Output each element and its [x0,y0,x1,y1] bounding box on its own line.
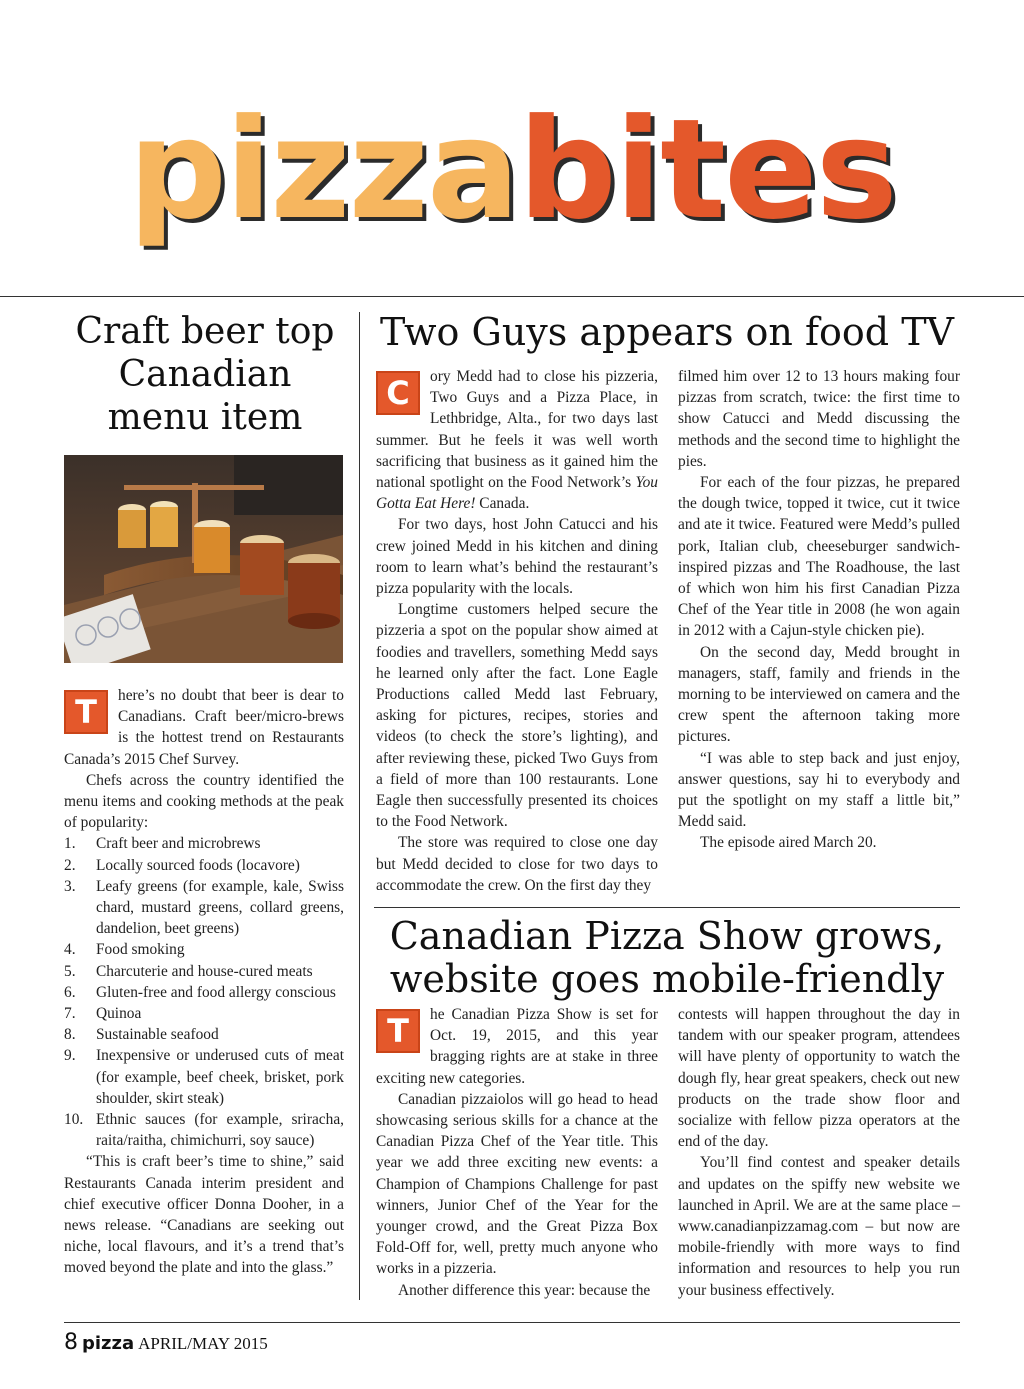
article2-dropcap: C [376,371,420,415]
article3-headline [374,915,960,1001]
trend-list [64,833,344,1151]
list-item [64,939,344,960]
article1-p2: Chefs across the country identified the menu items and cooking methods at the peak of popularity: [64,771,344,832]
article3-p3: Another difference this year: because the [398,1281,651,1299]
article3-headline-line1: Canadian Pizza Show grows, [389,914,945,958]
list-text: Craft beer and microbrews [96,835,261,853]
list-text: Inexpensive or underused cuts of meat (for example, beef cheek, brisket, pork shoulder, skirt steak) [96,1047,344,1107]
list-number: 2. [64,856,76,874]
article1-p3: “This is craft beer’s time to shine,” said Restaurants Canada interim president and chief executive officer Donna Dooher, in a news release. “Canadians are seeking out niche, local flavours, and it’s a trend that’s moved beyond the plate and into the glass.” [64,1153,344,1277]
article2-p1-end: Canada. [475,495,530,513]
article1-body [64,685,344,1279]
masthead-pizza: pizza [128,89,519,250]
article2-body-col2 [678,366,960,854]
list-text: Sustainable seafood [96,1026,219,1044]
article2-body-col1 [376,366,658,896]
list-text: Food smoking [96,941,185,959]
article3-dropcap: T [376,1009,420,1053]
article2-p5: For each of the four pizzas, he prepared the dough twice, topped it twice, cut it twice and ate it twice. Featured were Medd’s pulled pork, Italian club, cheeseburger sandwich-inspired pizzas and The Roadhouse, the last of which won him his first Canadian Pizza Chef of the Year title in 2008 (he won again in 2012 with a Cajun-style chicken pie). [678,474,960,640]
list-item [64,1045,344,1109]
article2-headline: Two Guys appears on food TV [380,310,954,354]
list-number: 7. [64,1005,76,1023]
article1-dropcap: T [64,690,108,734]
list-text: Locally sourced foods (locavore) [96,856,300,874]
article2-p1 [376,366,658,514]
beer-flight-photo [64,455,343,663]
article2-p6: On the second day, Medd brought in managers, staff, family and friends in the morning to be interviewed on camera and the crew spent the afternoon taking more pictures. [678,643,960,746]
article1-headline: Craft beer top Canadian menu item [75,311,335,438]
list-text: Ethnic sauces (for example, sriracha, raita/raitha, chimichurri, soy sauce) [96,1111,344,1150]
list-text: Gluten-free and food allergy conscious [96,983,336,1001]
article1-p1: here’s no doubt that beer is dear to Canadians. Craft beer/micro-brews is the hottest trend on Restaurants Canada’s 2015 Chef Survey. [64,687,344,768]
masthead-bites: bites [518,89,896,250]
article3-p1 [376,1004,658,1089]
article2-p1-text: ory Medd had to close his pizzeria, Two Guys and a Pizza Place, in Lethbridge, Alta., for two days last summer. But he feels it was well worth sacrificing that business as it gained him the national spotlight on the Food Network’s [376,368,658,492]
list-item [64,1003,344,1024]
beer-flight-illustration [64,455,343,663]
masthead-logo [0,89,1024,250]
list-number: 10. [64,1111,84,1129]
list-number: 4. [64,941,76,959]
list-number: 5. [64,962,76,980]
list-text: Charcuterie and house-cured meats [96,962,313,980]
paragraph-continued: contests will happen throughout the day in tandem with our speaker program, attendees will have plenty of opportunity to watch the dough fly, hear great speakers, check out new products on the trade show floor and socialize with fellow pizza operators at the end of the day. [678,1006,960,1151]
article1-paragraph [64,685,344,770]
page-number: 8 [64,1330,78,1355]
list-item [64,876,344,940]
paragraph-continued: filmed him over 12 to 13 hours making four pizzas from scratch, twice: the first time to show Catucci and Medd discussing the methods and the second time to highlight the pies. [678,368,960,470]
article3-headline-line2: website goes mobile-friendly [389,957,945,1001]
list-item [64,982,344,1003]
list-item [64,833,344,854]
list-text: Leafy greens (for example, kale, Swiss chard, mustard greens, collard greens, dandelion, beet greens) [96,877,344,938]
list-number: 9. [64,1047,76,1065]
magazine-name: pizza [82,1333,135,1354]
article2-p7: “I was able to step back and just enjoy, answer questions, say hi to everybody and put the spotlight on my staff a little bit,” Medd said. [678,749,960,831]
list-item [64,961,344,982]
article3-body-col1 [376,1004,658,1301]
page-footer [64,1330,268,1360]
list-item [64,1109,344,1151]
top-divider [0,296,1024,297]
article3-p4: You’ll find contest and speaker details and updates on the spiffy new website we launched in April. We are at the same place – www.canadianpizzamag.com – but now are mobile-friendly with more ways to find information and resources to help you run your business effectively. [678,1154,960,1299]
article3-p1-text: he Canadian Pizza Show is set for Oct. 19, 2015, and this year bragging rights are at stake in three exciting new categories. [376,1006,658,1087]
list-item [64,1024,344,1045]
article3-p2: Canadian pizzaiolos will go head to head showcasing serious skills for a chance at the Canadian Pizza Chef of the Year title. This year we add three exciting new events: a Champion of Champions Challenge for past winners, Junior Chef of the Year for the younger crowd, and the Great Pizza Box Fold-Off for, well, pretty much anyone who works in a pizzeria. [376,1090,658,1278]
list-number: 6. [64,983,76,1001]
list-text: Quinoa [96,1005,142,1023]
show-title: You Gotta Eat Here! [376,474,658,513]
list-number: 3. [64,877,76,895]
article2-p2: For two days, host John Catucci and his crew joined Medd in his kitchen and dining room to learn what’s behind the restaurant’s pizza popularity with the locals. [376,516,658,598]
article2-p4: The store was required to close one day but Medd decided to close for two days to accommodate the crew. On the first day they [376,834,658,894]
footer-divider [64,1322,960,1323]
issue-date: APRIL/MAY 2015 [138,1334,268,1353]
article2-p8: The episode aired March 20. [700,834,877,852]
article3-body-col2 [678,1004,960,1301]
list-item [64,855,344,876]
list-number: 1. [64,835,76,853]
list-number: 8. [64,1026,76,1044]
column-divider [359,312,360,1300]
article-divider [374,907,960,908]
article2-p3: Longtime customers helped secure the pizzeria a spot on the popular show aimed at foodies and travellers, something Medd says he learned only after the fact. Lone Eagle Productions called Medd last February, asking for pictures, recipes, stories and videos (to check the store’s lighting), and after reviewing these, picked Two Guys from a field of more than 100 restaurants. Lone Eagle then successfully presented its choices to the Food Network. [376,601,658,831]
